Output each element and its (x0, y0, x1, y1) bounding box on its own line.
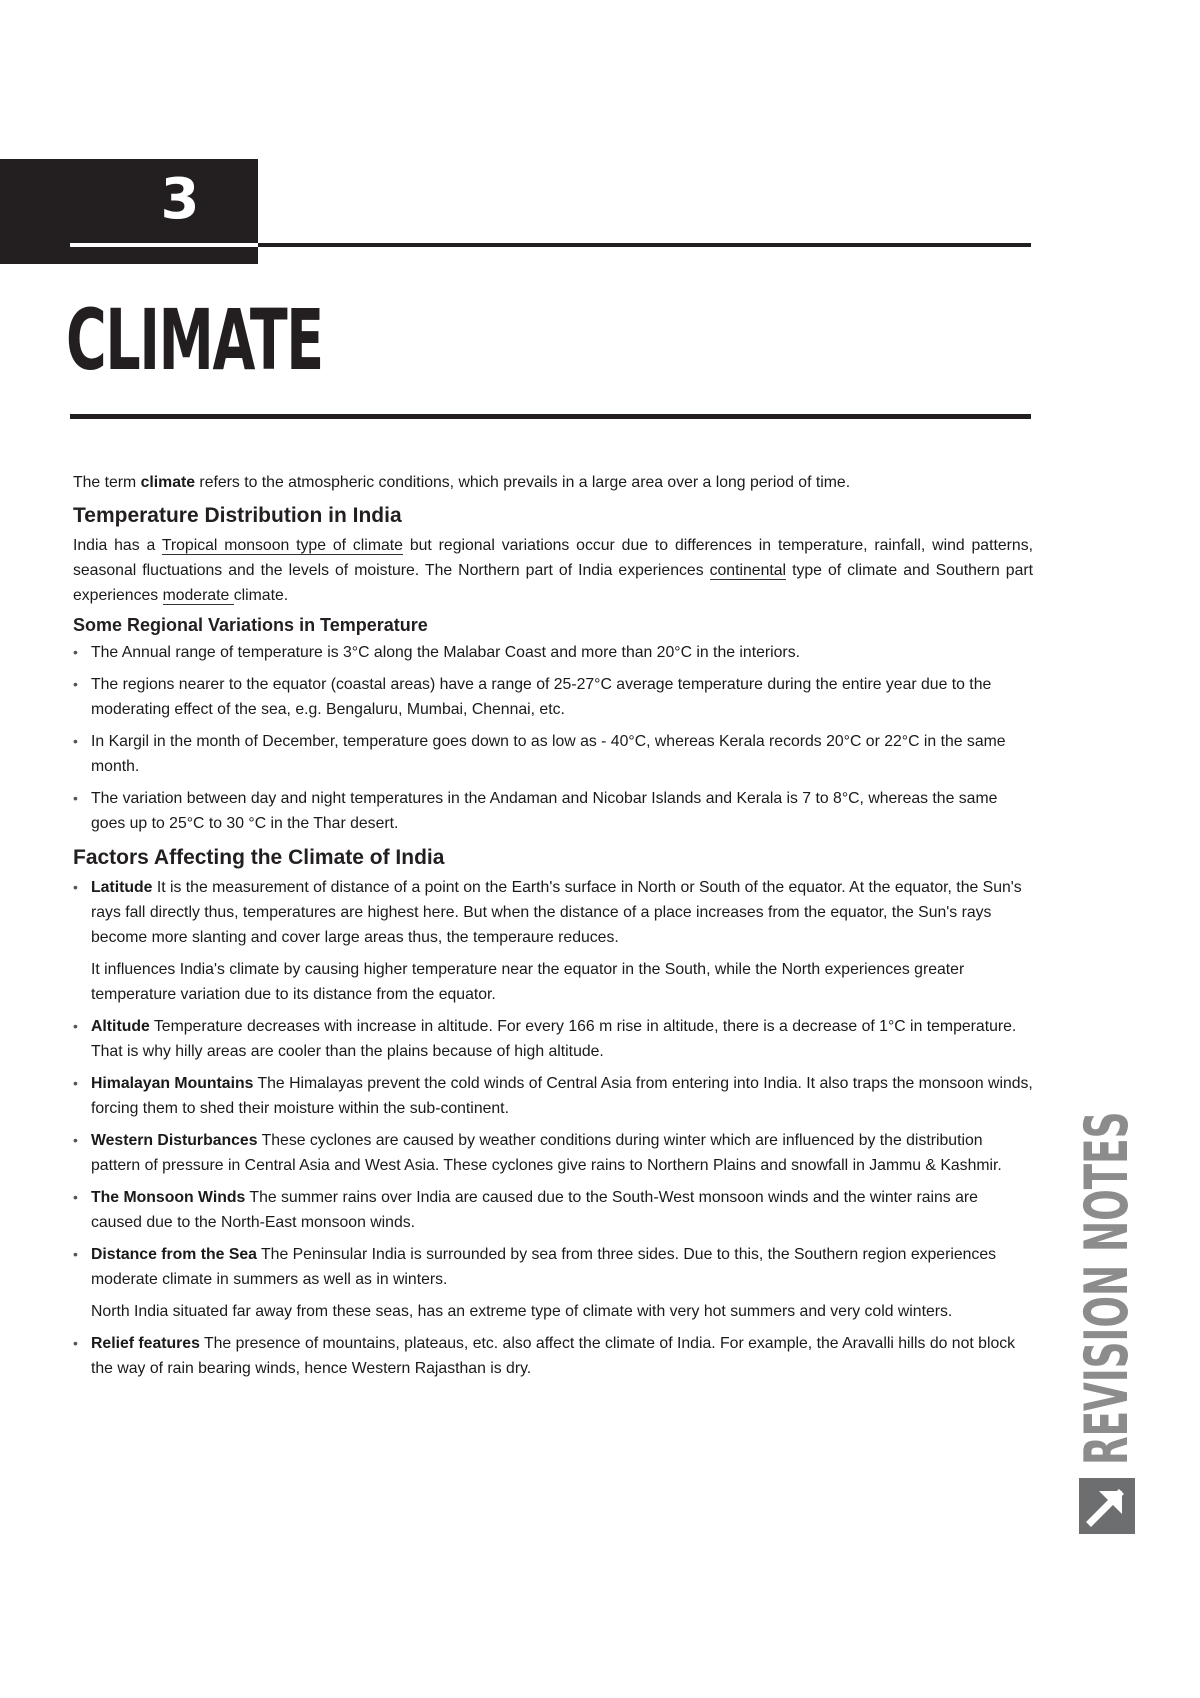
bullet-icon: • (73, 1018, 78, 1034)
list-item (73, 1331, 1033, 1381)
arrow-up-right-icon (1079, 1478, 1135, 1534)
factor-term: Latitude (91, 879, 153, 896)
underlined-term: moderate (162, 587, 234, 604)
bullet-icon: • (73, 879, 78, 895)
list-item (73, 875, 1033, 1007)
list-item (73, 1242, 1033, 1324)
bullet-icon: • (73, 1246, 78, 1262)
factor-text: The summer rains over India are caused due to the South-West monsoon winds and the winter rains are caused due to the North-East monsoon winds. (91, 1189, 978, 1231)
list-item-text: The regions nearer to the equator (coastal areas) have a range of 25-27°C average temperature during the entire year due to the moderating effect of the sea, e.g. Bengaluru, Mumbai, Chennai, etc. (91, 676, 992, 718)
list-item (73, 672, 1033, 722)
title-divider (70, 414, 1031, 419)
chapter-number-underline (70, 243, 258, 247)
bullet-icon: • (73, 1335, 78, 1351)
bullet-icon: • (73, 1189, 78, 1205)
revision-notes-label: REVISION NOTES (1072, 1111, 1142, 1465)
factor-text: Temperature decreases with increase in altitude. For every 166 m rise in altitude, there is a decrease of 1°C in temperature. That is why hilly areas are cooler than the plains because of high altitude. (91, 1018, 1017, 1060)
subsection-heading-regional-variations: Some Regional Variations in Temperature (73, 615, 428, 635)
intro-paragraph (73, 470, 1033, 495)
list-item (73, 1014, 1033, 1064)
factors-list (73, 875, 1033, 1381)
paragraph-text: climate. (233, 587, 289, 604)
intro-text: The term (73, 474, 141, 491)
factor-text: The Peninsular India is surrounded by sea from three sides. Due to this, the Southern region experiences moderate climate in summers as well as in winters. (91, 1246, 996, 1288)
temperature-distribution-paragraph (73, 533, 1033, 608)
paragraph-text: but regional variations occur due to differences in temperature, rainfall, wind patterns, seasonal fluctuations and the levels of moisture. The Northern part of India experiences (73, 537, 1033, 579)
paragraph-text: India has a (73, 537, 162, 554)
section-heading-temperature-distribution: Temperature Distribution in India (73, 504, 402, 527)
list-item-text: The variation between day and night temperatures in the Andaman and Nicobar Islands and Kerala is 7 to 8°C, whereas the same goes up to 25°C to 30 °C in the Thar desert. (91, 790, 998, 832)
page-content (73, 470, 1033, 1388)
top-divider (258, 243, 1031, 247)
factor-extra-text: It influences India's climate by causing higher temperature near the equator in the South, while the North experiences greater temperature variation due to its distance from the equator. (91, 961, 965, 1003)
section-heading-factors: Factors Affecting the Climate of India (73, 846, 445, 869)
chapter-number: 3 (160, 167, 200, 232)
regional-variations-list (73, 640, 1033, 836)
list-item-text: In Kargil in the month of December, temperature goes down to as low as - 40°C, whereas Kerala records 20°C or 22°C in the same month. (91, 733, 1006, 775)
underlined-term: Tropical monsoon type of climate (161, 537, 403, 554)
factor-extra-text: North India situated far away from these seas, has an extreme type of climate with very hot summers and very cold winters. (91, 1303, 953, 1320)
factor-term: Distance from the Sea (91, 1246, 257, 1263)
factor-term: Himalayan Mountains (91, 1075, 254, 1092)
list-item (73, 1128, 1033, 1178)
chapter-title: CLIMATE (66, 291, 323, 389)
factor-term: Altitude (91, 1018, 150, 1035)
list-item-text: The Annual range of temperature is 3°C along the Malabar Coast and more than 20°C in the interiors. (91, 644, 800, 661)
intro-text-rest: refers to the atmospheric conditions, which prevails in a large area over a long period of time. (195, 474, 851, 491)
list-item (73, 1185, 1033, 1235)
factor-text: It is the measurement of distance of a point on the Earth's surface in North or South of the equator. At the equator, the Sun's rays fall directly thus, temperatures are highest here. But when the distance of a place increases from the equator, the Sun's rays become more slanting and cover large areas thus, the temperaure reduces. (91, 879, 1022, 946)
factor-term: Relief features (91, 1335, 200, 1352)
bullet-icon: • (73, 733, 78, 749)
list-item (73, 729, 1033, 779)
bullet-icon: • (73, 1132, 78, 1148)
list-item (73, 1071, 1033, 1121)
list-item (73, 640, 1033, 665)
bullet-icon: • (73, 1075, 78, 1091)
factor-text: These cyclones are caused by weather conditions during winter which are influenced by the distribution pattern of pressure in Central Asia and West Asia. These cyclones give rains to Northern Plains and snowfall in Jammu & Kashmir. (91, 1132, 1002, 1174)
paragraph-text: type of climate and Southern part experiences (73, 562, 1033, 604)
factor-term: The Monsoon Winds (91, 1189, 246, 1206)
factor-term: Western Disturbances (91, 1132, 258, 1149)
factor-text: The presence of mountains, plateaus, etc. also affect the climate of India. For example, the Aravalli hills do not block the way of rain bearing winds, hence Western Rajasthan is dry. (91, 1335, 1016, 1377)
factor-text: The Himalayas prevent the cold winds of Central Asia from entering into India. It also traps the monsoon winds, forcing them to shed their moisture within the sub-continent. (91, 1075, 1033, 1117)
underlined-term: continental (709, 562, 787, 579)
revision-notes-tab (1072, 1090, 1142, 1465)
list-item (73, 786, 1033, 836)
bullet-icon: • (73, 644, 78, 660)
intro-term: climate (140, 474, 196, 491)
bullet-icon: • (73, 790, 78, 806)
bullet-icon: • (73, 676, 78, 692)
